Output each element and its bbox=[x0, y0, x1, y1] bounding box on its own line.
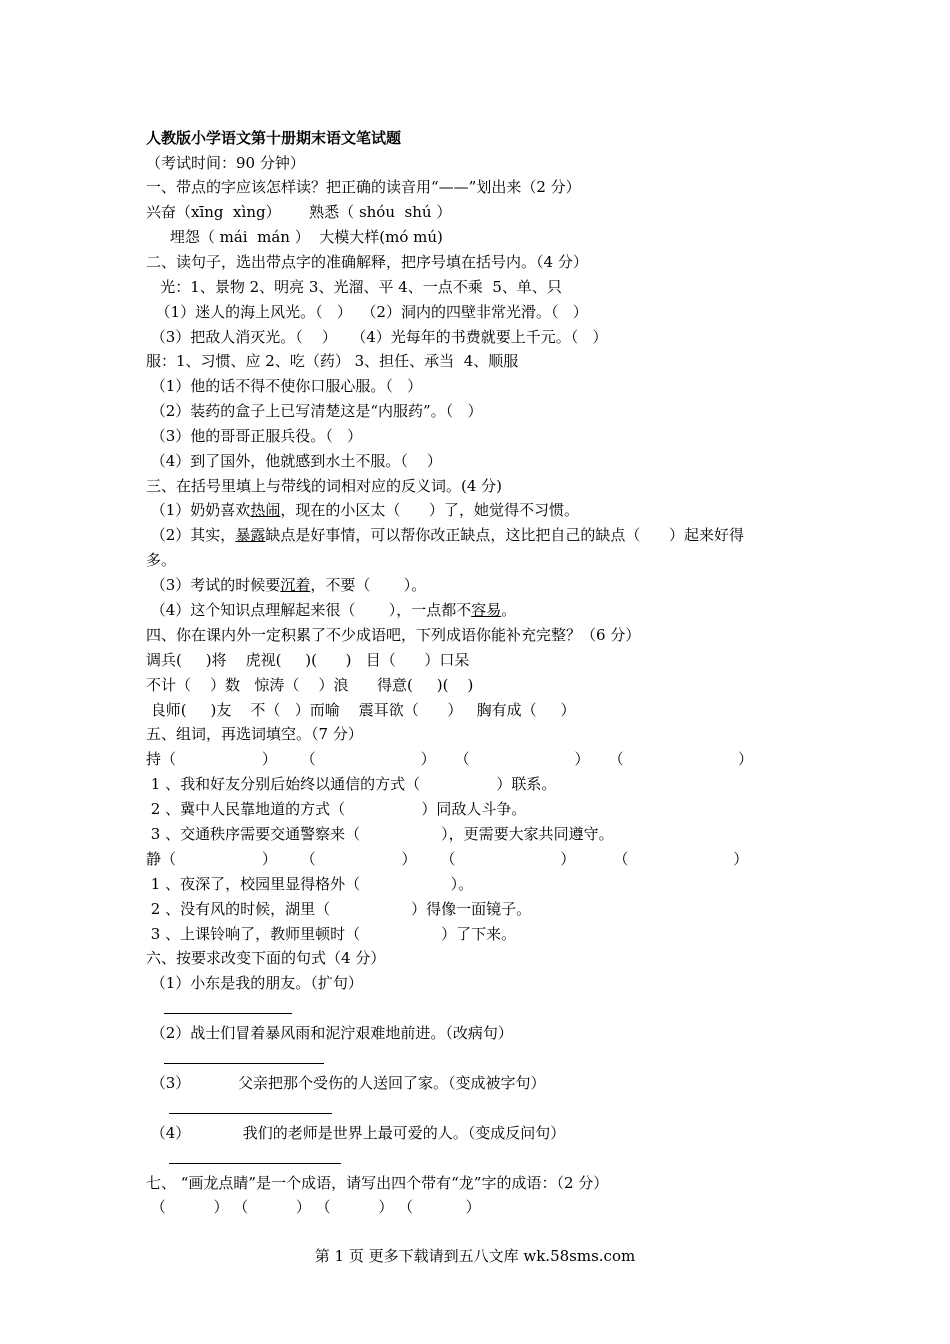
q2-line: 服：1、习惯、应 2、吃（药） 3、担任、承当 4、顺服 bbox=[146, 352, 519, 370]
q6-item-3: （3） 父亲把那个受伤的人送回了家。（变成被字句） bbox=[146, 1074, 546, 1092]
underlined-word: 容易 bbox=[471, 601, 502, 619]
document-title: 人教版小学语文第十册期末语文笔试题 bbox=[146, 129, 402, 147]
q7-heading: 七、 “画龙点睛”是一个成语，请写出四个带有“龙”字的成语：（2 分） bbox=[146, 1174, 609, 1192]
q5-line: 1 、我和好友分别后始终以通信的方式（ ）联系。 bbox=[146, 775, 557, 793]
q5-line: 3 、上课铃响了，教师里顿时（ ）了下来。 bbox=[146, 925, 517, 943]
q6-item-2: （2）战士们冒着暴风雨和泥泞艰难地前进。（改病句） bbox=[146, 1024, 513, 1042]
q5-line: 2 、冀中人民靠地道的方式（ ）同敌人斗争。 bbox=[146, 800, 527, 818]
q2-heading: 二、读句子，选出带点字的准确解释，把序号填在括号内。（4 分） bbox=[146, 253, 588, 271]
q4-line: 调兵( )将 虎视( )( ) 目（ ）口呆 bbox=[146, 651, 470, 669]
q1-heading: 一、带点的字应该怎样读？把正确的读音用“——”划出来（2 分） bbox=[146, 178, 581, 196]
q6-item-1: （1）小东是我的朋友。（扩句） bbox=[146, 974, 363, 992]
underlined-word: 沉着 bbox=[280, 576, 311, 594]
q2-line: （1）迷人的海上风光。（ ） （2）洞内的四壁非常光滑。（ ） bbox=[146, 303, 588, 321]
q6-item-4: （4） 我们的老师是世界上最可爱的人。（变成反问句） bbox=[146, 1124, 566, 1142]
exam-time: （考试时间：90 分钟） bbox=[146, 154, 305, 172]
q7-line: （ ） （ ） （ ） （ ） bbox=[146, 1198, 481, 1216]
q3-heading: 三、在括号里填上与带线的词相对应的反义词。(4 分) bbox=[146, 477, 503, 495]
q5-line: 1 、夜深了，校园里显得格外（ ）。 bbox=[146, 875, 474, 893]
q5-line: 3 、交通秩序需要交通警察来（ ），更需要大家共同遵守。 bbox=[146, 825, 614, 843]
q3-item-1: （1）奶奶喜欢热闹，现在的小区太（ ）了，她觉得不习惯。 bbox=[146, 501, 579, 519]
q6-heading: 六、按要求改变下面的句式（4 分） bbox=[146, 949, 386, 967]
q5-line: 2 、没有风的时候，湖里（ ）得像一面镜子。 bbox=[146, 900, 532, 918]
underlined-word: 暴露 bbox=[235, 526, 266, 544]
q3-item-2: （2）其实，暴露缺点是好事情，可以帮你改正缺点，这比把自己的缺点（ ）起来好得 bbox=[146, 526, 744, 544]
q2-line: （2）装药的盒子上已写清楚这是“内服药”。（ ） bbox=[146, 402, 483, 420]
q5-heading: 五、组词，再选词填空。（7 分） bbox=[146, 725, 363, 743]
q2-line: （4）到了国外，他就感到水土不服。（ ） bbox=[146, 452, 442, 470]
q5-line: 静（ ） （ ） （ ） （ ） bbox=[146, 850, 749, 868]
q2-line: （1）他的话不得不使你口服心服。（ ） bbox=[146, 377, 423, 395]
underlined-word: 热闹 bbox=[250, 501, 281, 519]
q4-line: 不计（ ）数 惊涛（ ）浪 得意( )( ) bbox=[146, 676, 474, 694]
answer-line bbox=[164, 1063, 324, 1064]
answer-line bbox=[169, 1163, 341, 1164]
answer-line bbox=[169, 1113, 332, 1114]
q2-line: （3）他的哥哥正服兵役。（ ） bbox=[146, 427, 363, 445]
q4-line: 良师( )友 不（ ）而喻 震耳欲（ ） 胸有成（ ） bbox=[146, 701, 576, 719]
q2-line: （3）把敌人消灭光。（ ） （4）光每年的书费就要上千元。（ ） bbox=[146, 328, 608, 346]
q3-item-2-cont: 多。 bbox=[146, 551, 177, 569]
page-footer: 第 1 页 更多下载请到五八文库 wk.58sms.com bbox=[314, 1247, 636, 1265]
q4-heading: 四、你在课内外一定积累了不少成语吧，下列成语你能补充完整？（6 分） bbox=[146, 626, 641, 644]
q3-item-3: （3）考试的时候要沉着，不要（ ）。 bbox=[146, 576, 427, 594]
q1-line: 兴奋（xīng xìng） 熟悉（ shóu shú ） bbox=[146, 203, 452, 221]
q3-item-4: （4）这个知识点理解起来很（ ），一点都不容易。 bbox=[146, 601, 517, 619]
answer-line bbox=[164, 1013, 292, 1014]
q5-line: 持（ ） （ ） （ ） （ ） bbox=[146, 750, 754, 768]
q1-line: 埋怨（ mái mán ） 大模大样(mó mú) bbox=[146, 228, 443, 246]
q2-line: 光：1、景物 2、明亮 3、光溜、平 4、一点不乘 5、单、只 bbox=[146, 278, 562, 296]
